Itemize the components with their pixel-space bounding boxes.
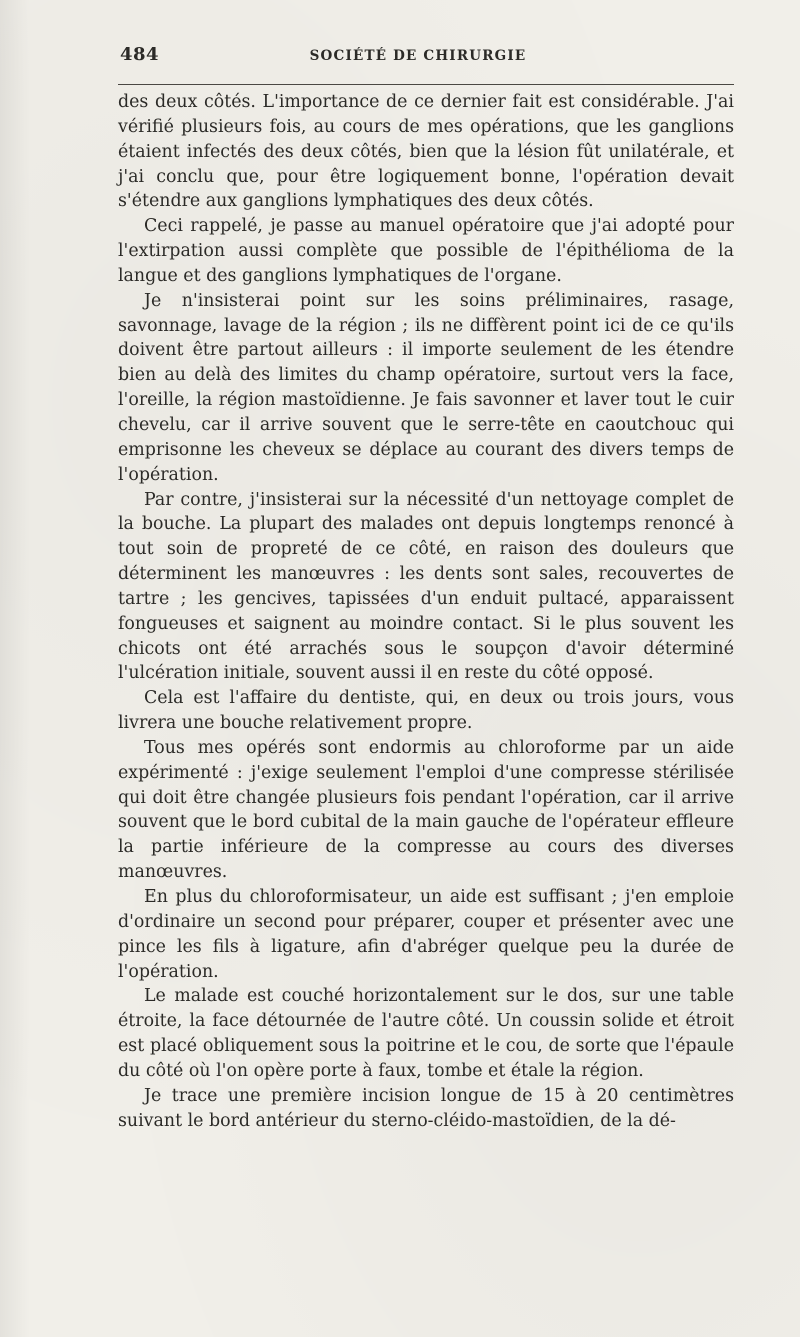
paragraph: Le malade est couché horizontalement sur le dos, sur une table étroite, la face détournée de l'autre côté. Un coussin solide et étroit est placé obliquement sous la poitrine et le cou, de sorte que l'épaule du côté où l'on opère porte à faux, tombe et étale la région.	[118, 986, 734, 1081]
paragraph: Tous mes opérés sont endormis au chloroforme par un aide expérimenté : j'exige seulement l'emploi d'une compresse stérilisée qui doit être changée plusieurs fois pendant l'opération, car il arrive souvent que le bord cubital de la main gauche de l'opérateur effleure la partie inférieure de la compresse au cours des diverses manœuvres.	[118, 737, 734, 883]
page-edge-shadow	[0, 0, 30, 1337]
running-head: SOCIÉTÉ DE CHIRURGIE	[309, 48, 527, 64]
paragraph: Je n'insisterai point sur les soins préliminaires, rasage, savonnage, lavage de la région ; ils ne diffèrent point ici de ce qu'ils doivent être partout ailleurs : il importe seulement de les étendre bien au delà des limites du champ opératoire, surtout vers la face, l'oreille, la région mastoïdienne. Je fais savonner et laver tout le cuir chevelu, car il arrive souvent que le serre-tête en caoutchouc qui emprisonne les cheveux se déplace au courant des divers temps de l'opération.	[118, 290, 734, 485]
paragraph: Cela est l'affaire du dentiste, qui, en deux ou trois jours, vous livrera une bouche relativement propre.	[118, 688, 734, 734]
paragraph: Je trace une première incision longue de 15 à 20 centimètres suivant le bord antérieur du sterno-cléido-mastoïdien, de la dé-	[118, 1085, 734, 1131]
page-header	[118, 42, 738, 74]
paragraph: En plus du chloroformisateur, un aide est suffisant ; j'en emploie d'ordinaire un second pour préparer, couper et présenter avec une pince les fils à ligature, afin d'abréger quelque peu la durée de l'opération.	[118, 887, 734, 982]
paragraph: des deux côtés. L'importance de ce dernier fait est considérable. J'ai vérifié plusieurs fois, au cours de mes opérations, que les ganglions étaient infectés des deux côtés, bien que la lésion fût unilatérale, et j'ai conclu que, pour être logiquement bonne, l'opération devait s'étendre aux ganglions lymphatiques des deux côtés.	[118, 92, 734, 212]
paragraph: Par contre, j'insisterai sur la nécessité d'un nettoyage complet de la bouche. La plupart des malades ont depuis longtemps renoncé à tout soin de propreté de ce côté, en raison des douleurs que déterminent les manœuvres : les dents sont sales, recouvertes de tartre ; les gencives, tapissées d'un enduit pultacé, apparaissent fongueuses et saignent au moindre contact. Si le plus souvent les chicots ont été arrachés sous le soupçon d'avoir déterminé l'ulcération initiale, souvent aussi il en reste du côté opposé.	[118, 489, 734, 684]
paragraph: Ceci rappelé, je passe au manuel opératoire que j'ai adopté pour l'extirpation aussi complète que possible de l'épithélioma de la langue et des ganglions lymphatiques de l'organe.	[118, 216, 734, 286]
body-text	[118, 90, 734, 1133]
header-rule	[118, 84, 734, 85]
page-number: 484	[120, 44, 160, 65]
